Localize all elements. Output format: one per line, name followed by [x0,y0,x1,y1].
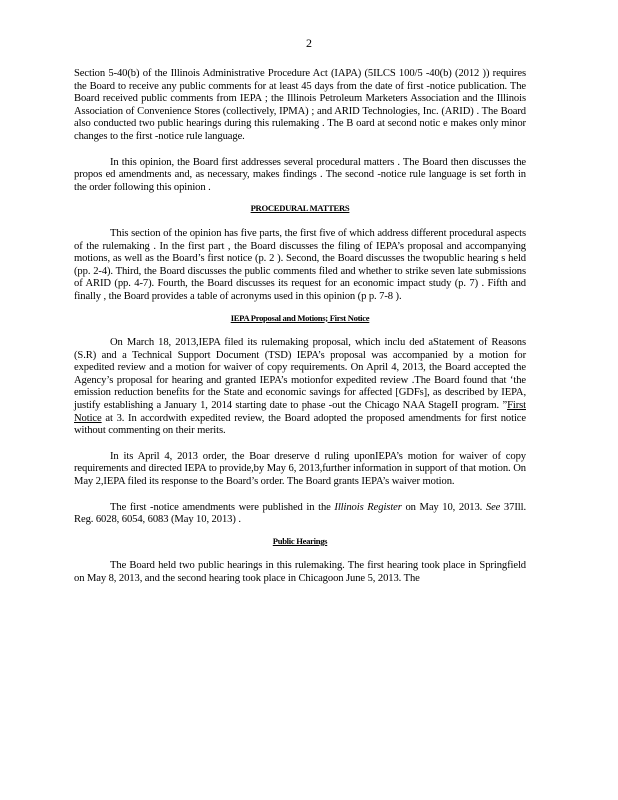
first-notice-citation: First Notice [74,400,526,424]
paragraph-public-comments: Section 5-40(b) of the Illinois Administrative Procedure Act (IAPA) (5ILCS 100/5 -40(b) (2012 )) requires the Board to receive any public comments for at least 45 days from the date of first -notice publication. The Board received public comments from IEPA ; the Illinois Petroleum Marketers Association and the Illinois Association of Convenience Stores (collectively, IPMA) ; and ARID Technologies, Inc. (ARID) . The Board also conducted two public hearings during this rulemaking . The B oard at second notic e makes only minor changes to the first -notice rule language. [74,68,526,142]
illinois-register-title: Illinois Register [334,501,402,513]
heading-iepa-proposal: IEPA Proposal and Motions; First Notice [230,312,370,323]
paragraph-iepa-filing: On March 18, 2013,IEPA filed its rulemaking proposal, which inclu ded aStatement of Reasons (S.R) and a Technical Support Document (TSD) IEPA’s proposal was accompanied by a motion for expedited review and a motion for waiver of copy requirements. On April 4, 2013, the Board accepted the Agency’s proposal for hearing and granted IEPA’s motionfor expedited review .The Board found that ‘the emission reduction benefits for the State and economic savings for affected [GDFs], as described by IEPA, justify establishing a January 1, 2014 starting date to phase -out the Chicago NAA StageII program. ”First Notice at 3. In accordwith expedited review, the Board adopted the proposed amendments for first notice without commenting on their merits. [74,337,526,437]
paragraph-publication: The first -notice amendments were published in the Illinois Register on May 10, 2013. See 37Ill. Reg. 6028, 6054, 6083 (May 10, 2013) . [74,501,526,526]
see-signal: See [485,501,501,513]
paragraph-section-outline: This section of the opinion has five parts, the first five of which address different procedural aspects of the rulemaking . In the first part , the Board discusses the filing of IEPA’s proposal and accompanying motions, as well as the Board’s first notice (p. 2 ). Second, the Board discusses the twopublic hearing s held (pp. 2-4). Third, the Board discusses the public comments filed and whether to strike seven late submissions of ARID (pp. 4-7). Fourth, the Board discusses its request for an economic impact study (p. 7) . Fifth and finally , the Board provides a table of acronyms used in this opinion (p p. 7-8 ). [74,227,526,302]
page-number: 2 [306,36,312,50]
paragraph-waiver-motion: In its April 4, 2013 order, the Boar dreserve d ruling uponIEPA’s motion for waiver of copy requirements and directed IEPA to provide,by May 6, 2013,further information in support of that motion. On May 2,IEPA filed its response to the Board’s order. The Board grants IEPA’s waiver motion. [74,450,526,488]
heading-public-hearings: Public Hearings [272,535,328,546]
document-body [74,68,526,586]
paragraph-hearings: The Board held two public hearings in this rulemaking. The first hearing took place in Springfield on May 8, 2013, and the second hearing took place in Chicagoon June 5, 2013. The [74,560,526,584]
paragraph-opinion-overview: In this opinion, the Board first addresses several procedural matters . The Board then discusses the propos ed amendments and, as necessary, makes findings . The second -notice rule language is set forth in the order following this opinion . [74,156,526,193]
heading-procedural-matters: PROCEDURAL MATTERS [250,203,350,214]
